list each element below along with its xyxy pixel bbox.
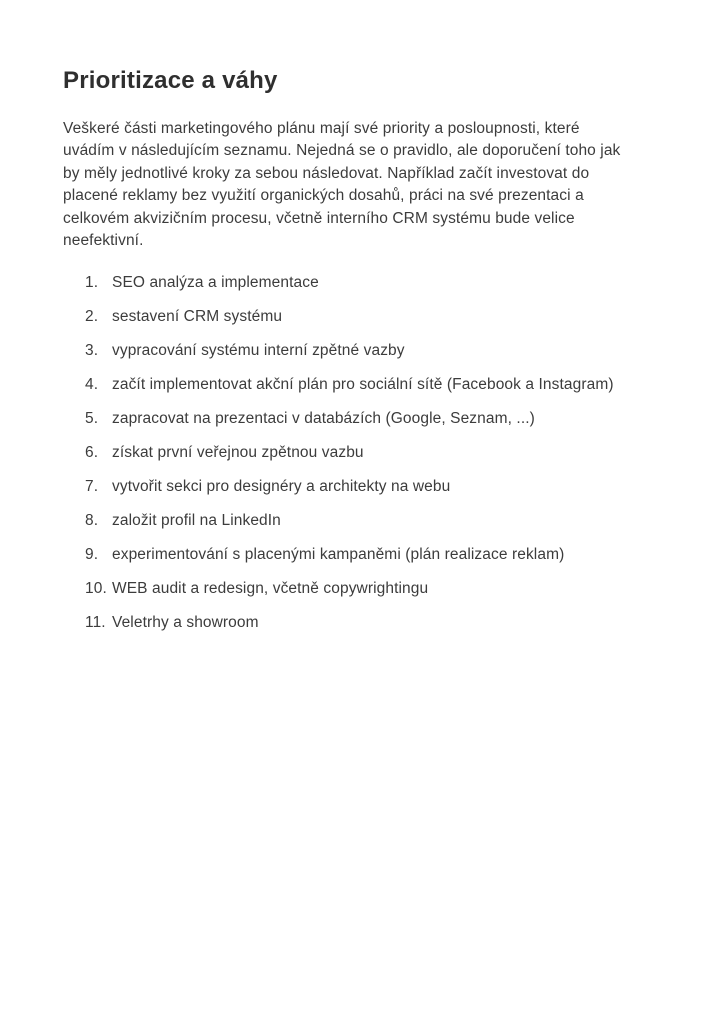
list-item [63, 477, 663, 497]
list-item-text: vypracování systému interní zpětné vazby [112, 342, 405, 360]
list-item [63, 545, 663, 565]
list-item-text: získat první veřejnou zpětnou vazbu [112, 444, 364, 462]
list-item-number: 3. [85, 342, 99, 360]
list-item [63, 443, 663, 463]
list-item-number: 2. [85, 308, 99, 326]
list-item-text: WEB audit a redesign, včetně copywrightingu [112, 580, 429, 598]
list-item-text: SEO analýza a implementace [112, 274, 319, 292]
list-item [63, 341, 663, 361]
list-item [63, 273, 663, 293]
list-item [63, 409, 663, 429]
list-item-text: začít implementovat akční plán pro sociální sítě (Facebook a Instagram) [112, 376, 614, 394]
document-content [63, 66, 663, 647]
list-item-number: 9. [85, 546, 99, 564]
list-item [63, 375, 663, 395]
list-item [63, 511, 663, 531]
page-title: Prioritizace a váhy [63, 67, 278, 94]
intro-paragraph: Veškeré části marketingového plánu mají své priority a posloupnosti, které uvádím v následujícím seznamu. Nejedná se o pravidlo, ale doporučení toho jak by měly jednotlivé kroky za sebou následovat. Například začít investovat do placené reklamy bez využití organických dosahů, práci na své prezentaci a celkovém akvizičním procesu, včetně interního CRM systému bude velice neefektivní. [63, 120, 621, 250]
list-item [63, 307, 663, 327]
list-item-text: experimentování s placenými kampaněmi (plán realizace reklam) [112, 546, 565, 564]
list-item-number: 8. [85, 512, 99, 530]
priority-list [63, 273, 663, 633]
list-item-text: sestavení CRM systému [112, 308, 283, 326]
list-item-text: založit profil na LinkedIn [112, 512, 281, 530]
list-item-text: vytvořit sekci pro designéry a architekty na webu [112, 478, 451, 496]
list-item-number: 5. [85, 410, 99, 428]
list-item [63, 613, 663, 633]
list-item-text: zapracovat na prezentaci v databázích (Google, Seznam, ...) [112, 410, 535, 428]
list-item-number: 6. [85, 444, 99, 462]
list-item-number: 11. [85, 614, 106, 632]
list-item-number: 7. [85, 478, 99, 496]
list-item-number: 1. [85, 274, 99, 292]
list-item-text: Veletrhy a showroom [112, 614, 259, 632]
list-item [63, 579, 663, 599]
list-item-number: 10. [85, 580, 107, 598]
list-item-number: 4. [85, 376, 99, 394]
